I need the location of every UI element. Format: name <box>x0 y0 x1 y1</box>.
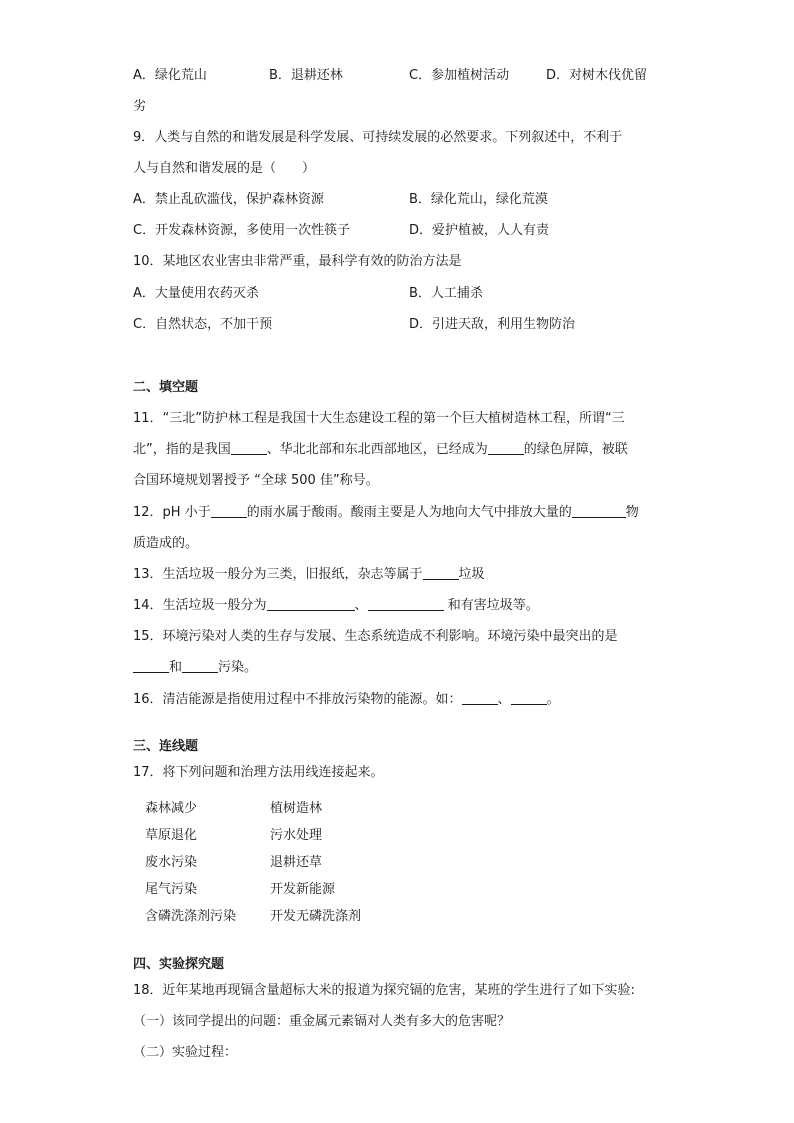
q17-right-item[interactable]: 开发无磷洗涤剂 <box>270 909 362 924</box>
q17-right-item[interactable]: 退耕还草 <box>270 855 323 870</box>
q8-option-c: C．参加植树活动 <box>409 68 510 83</box>
q16-blank-1[interactable] <box>462 690 498 705</box>
q13-blank[interactable] <box>423 565 459 580</box>
q10-option-a: A．大量使用农药灭杀 <box>133 286 259 301</box>
q17-left-item[interactable]: 森林减少 <box>145 801 198 816</box>
q13-line: 13．生活垃圾一般分为三类，旧报纸，杂志等属于 垃圾 <box>133 567 485 582</box>
q9-option-c: C．开发森林资源，多使用一次性筷子 <box>133 223 351 238</box>
q9-option-a: A．禁止乱砍滥伐，保护森林资源 <box>133 192 324 207</box>
q17-right-item[interactable]: 开发新能源 <box>270 882 336 897</box>
q14-blank-1[interactable] <box>267 596 355 611</box>
q12-blank-1[interactable] <box>211 503 247 518</box>
q14-blank-2[interactable] <box>368 596 444 611</box>
q17-left-item[interactable]: 草原退化 <box>145 828 198 843</box>
q9-stem-line1: 9．人类与自然的和谐发展是科学发展、可持续发展的必然要求。下列叙述中，不利于 <box>133 130 623 145</box>
q14-line: 14．生活垃圾一般分为 、 和有害垃圾等。 <box>133 598 539 613</box>
q9-option-d: D．爱护植被，人人有责 <box>409 223 550 238</box>
q18-line3: （二）实验过程： <box>133 1045 238 1060</box>
q17-left-item[interactable]: 尾气污染 <box>145 882 198 897</box>
q11-line3: 合国环境规划署授予 “全球 500 佳”称号。 <box>133 473 379 488</box>
q10-stem: 10．某地区农业害虫非常严重，最科学有效的防治方法是 <box>133 254 462 269</box>
q17-right-item[interactable]: 植树造林 <box>270 801 323 816</box>
section-heading-experiment: 四、实验探究题 <box>133 957 225 972</box>
q10-option-d: D．引进天敌，利用生物防治 <box>409 317 576 332</box>
q10-option-b: B．人工捕杀 <box>409 286 483 301</box>
q11-line1: 11．“三北”防护林工程是我国十大生态建设工程的第一个巨大植树造林工程，所谓“三 <box>133 411 625 426</box>
q17-left-item[interactable]: 含磷洗涤剂污染 <box>145 909 237 924</box>
section-heading-matching: 三、连线题 <box>133 739 199 754</box>
q15-blank-2[interactable] <box>182 658 218 673</box>
q9-option-b: B．绿化荒山，绿化荒漠 <box>409 192 548 207</box>
q17-right-item[interactable]: 污水处理 <box>270 828 323 843</box>
q18-line2: （一）该同学提出的问题：重金属元素镉对人类有多大的危害呢？ <box>133 1014 511 1029</box>
q15-line1: 15．环境污染对人类的生存与发展、生态系统造成不利影响。环境污染中最突出的是 <box>133 629 618 644</box>
q9-stem-line2: 人与自然和谐发展的是（ ） <box>133 161 316 176</box>
q11-blank-2[interactable] <box>488 440 524 455</box>
q10-option-c: C．自然状态，不加干预 <box>133 317 273 332</box>
section-heading-fill-blank: 二、填空题 <box>133 380 199 395</box>
q8-option-a: A．绿化荒山 <box>133 68 207 83</box>
q11-line2: 北”，指的是我国 、华北北部和东北西部地区，已经成为 的绿色屏障，被联 <box>133 442 628 457</box>
q11-blank-1[interactable] <box>231 440 267 455</box>
q8-option-d: D．对树木伐优留 <box>546 68 648 83</box>
q15-blank-1[interactable] <box>133 658 169 673</box>
q12-blank-2[interactable] <box>572 503 626 518</box>
q8-option-b: B．退耕还林 <box>269 68 343 83</box>
q16-blank-2[interactable] <box>511 690 547 705</box>
q12-line1: 12．pH 小于 的雨水属于酸雨。酸雨主要是人为地向大气中排放大量的 物 <box>133 505 639 520</box>
q8-option-d-wrap: 劣 <box>133 99 147 114</box>
q12-line2: 质造成的。 <box>133 536 199 551</box>
q17-left-item[interactable]: 废水污染 <box>145 855 198 870</box>
q18-line1: 18．近年某地再现镉含量超标大米的报道为探究镉的危害，某班的学生进行了如下实验: <box>133 983 635 998</box>
q15-line2: 和 污染。 <box>133 658 257 678</box>
q17-stem: 17．将下列问题和治理方法用线连接起来。 <box>133 765 384 780</box>
q16-line: 16．清洁能源是指使用过程中不排放污染物的能源。如： 、 。 <box>133 692 560 707</box>
